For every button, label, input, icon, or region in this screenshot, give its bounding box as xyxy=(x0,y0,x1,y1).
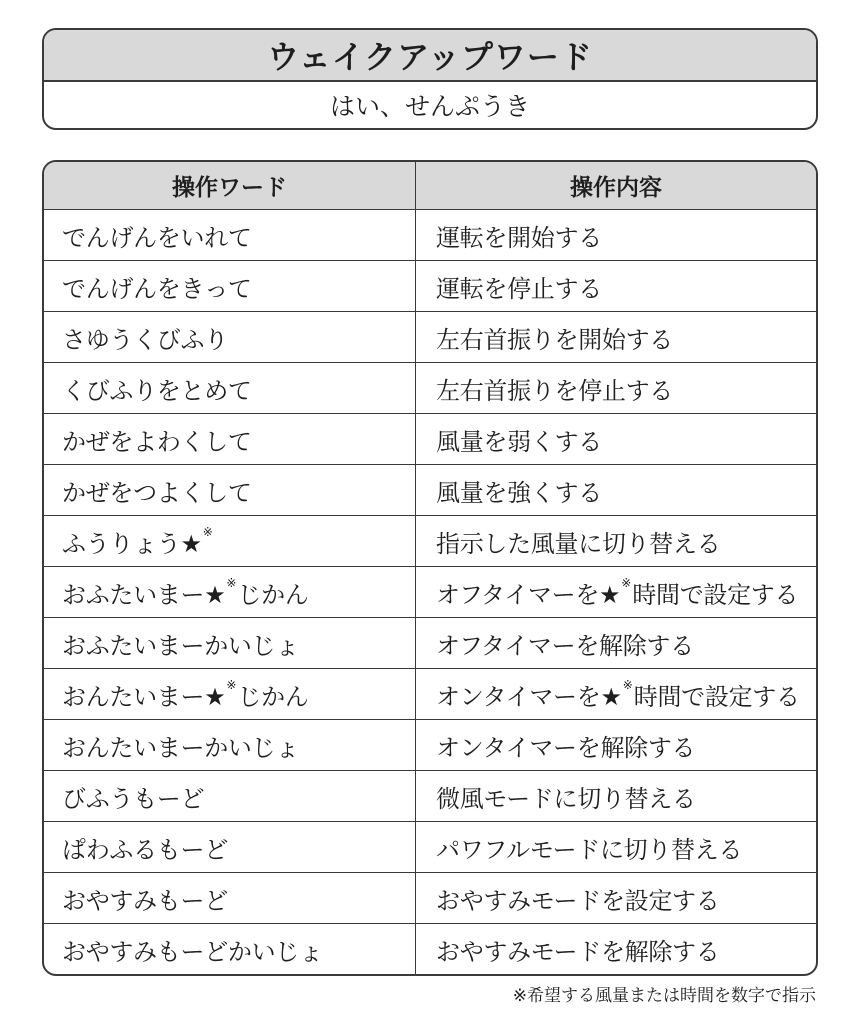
footnote-mark: ※ xyxy=(621,576,632,590)
command-word: おやすみもーどかいじょ xyxy=(62,937,323,966)
table-row xyxy=(44,923,816,974)
table-row xyxy=(44,566,816,617)
command-action: オンタイマーを解除する xyxy=(415,720,816,770)
wake-word-phrase: はい、せんぷうき xyxy=(44,80,816,128)
table-row xyxy=(44,515,816,566)
command-table xyxy=(42,160,818,976)
command-word: ふうりょう★ ※ xyxy=(62,525,213,558)
footnote-mark: ※ xyxy=(622,678,633,692)
command-word: ぱわふるもーど xyxy=(62,835,228,864)
table-row xyxy=(44,719,816,770)
command-word: くびふりをとめて xyxy=(62,376,252,405)
footnote: ※希望する風量または時間を数字で指示 xyxy=(512,986,816,1006)
command-word: おんたいまーかいじょ xyxy=(62,733,299,762)
command-word: かぜをつよくして xyxy=(62,478,252,507)
table-row xyxy=(44,464,816,515)
wake-word-box xyxy=(42,28,818,130)
command-word: でんげんをきって xyxy=(62,274,252,303)
command-word: さゆうくびふり xyxy=(62,325,228,354)
command-word: おふたいまーかいじょ xyxy=(62,631,299,660)
table-row xyxy=(44,821,816,872)
command-action: 風量を弱くする xyxy=(415,414,816,464)
footnote-mark: ※ xyxy=(226,576,237,590)
command-action: おやすみモードを設定する xyxy=(415,873,816,923)
command-action: 微風モードに切り替える xyxy=(415,771,816,821)
table-row xyxy=(44,770,816,821)
header-command-word: 操作ワード xyxy=(172,175,287,201)
command-action: 運転を開始する xyxy=(415,210,816,260)
table-row xyxy=(44,413,816,464)
command-action: パワフルモードに切り替える xyxy=(415,822,816,872)
table-row xyxy=(44,209,816,260)
command-word: かぜをよわくして xyxy=(62,427,252,456)
header-command-action: 操作内容 xyxy=(415,162,816,209)
command-action: 左右首振りを開始する xyxy=(415,312,816,362)
command-word: おんたいまー★ ※ じかん xyxy=(62,678,309,711)
command-word: おふたいまー★ ※ じかん xyxy=(62,576,309,609)
table-row xyxy=(44,617,816,668)
command-action: オンタイマーを★ ※ 時間で設定する xyxy=(415,669,816,719)
command-word: でんげんをいれて xyxy=(62,223,252,252)
command-action: 指示した風量に切り替える xyxy=(415,516,816,566)
table-row xyxy=(44,260,816,311)
footnote-mark: ※ xyxy=(202,525,213,539)
command-action: オフタイマーを解除する xyxy=(415,618,816,668)
command-word: おやすみもーど xyxy=(62,886,228,915)
table-row xyxy=(44,362,816,413)
table-header-row xyxy=(44,162,816,209)
table-row xyxy=(44,668,816,719)
command-word: びふうもーど xyxy=(62,784,205,813)
command-action: 運転を停止する xyxy=(415,261,816,311)
command-action: 左右首振りを停止する xyxy=(415,363,816,413)
command-action: おやすみモードを解除する xyxy=(415,924,816,974)
command-action: 風量を強くする xyxy=(415,465,816,515)
command-action: オフタイマーを★ ※ 時間で設定する xyxy=(415,567,816,617)
table-row xyxy=(44,311,816,362)
wake-word-title: ウェイクアップワード xyxy=(44,30,816,80)
table-row xyxy=(44,872,816,923)
footnote-mark: ※ xyxy=(226,678,237,692)
